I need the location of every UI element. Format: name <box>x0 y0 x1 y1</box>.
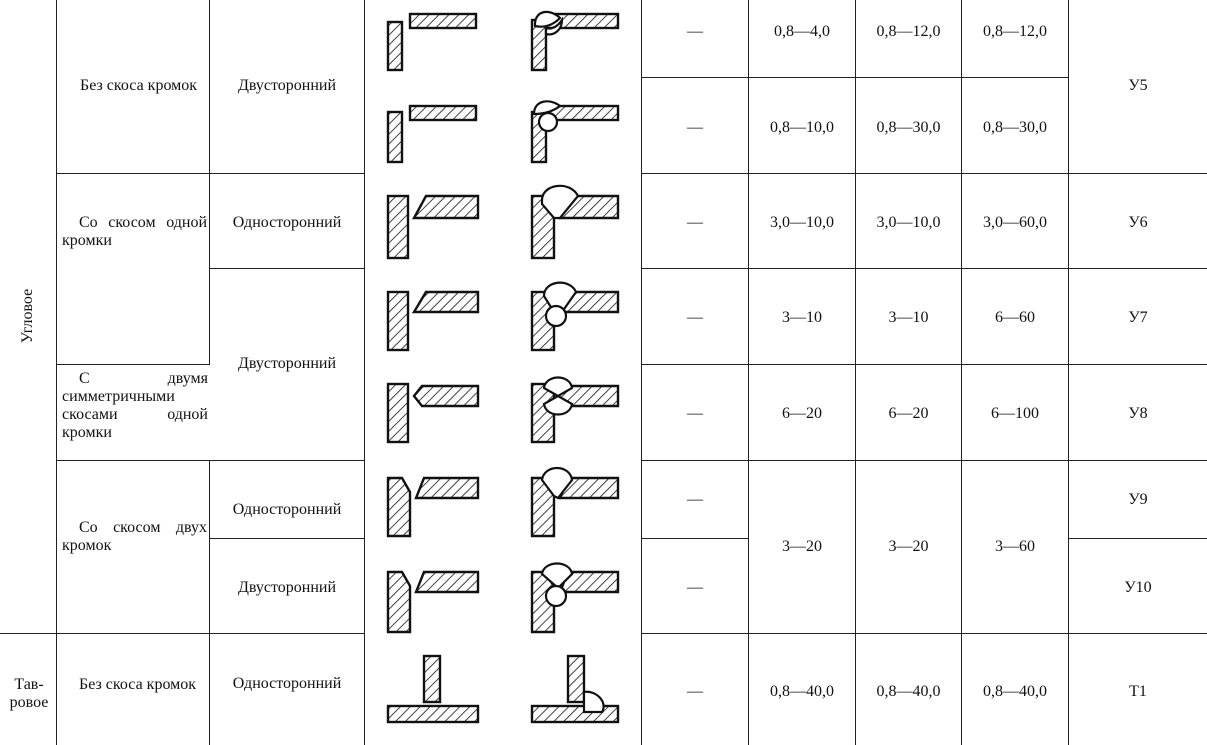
grid-line <box>209 268 364 269</box>
range-cell: 0,8—40,0 <box>770 683 834 700</box>
range-cell: 6—20 <box>782 405 822 422</box>
grid-line <box>641 538 748 539</box>
range-cell: 0,8—40,0 <box>876 683 941 700</box>
dash-cell: — <box>687 491 703 508</box>
grid-line <box>56 460 364 461</box>
joint-code: У6 <box>1128 214 1148 231</box>
range-cell: 3,0—10,0 <box>770 214 834 231</box>
range-cell: 0,8—12,0 <box>983 23 1047 40</box>
joint-code: У9 <box>1128 491 1148 508</box>
range-cell: 0,8—30,0 <box>876 119 941 136</box>
grid-line <box>209 538 364 539</box>
range-cell: 0,8—10,0 <box>770 119 834 136</box>
grid-line <box>0 633 364 634</box>
joint-code: У5 <box>1128 77 1148 94</box>
range-cell: 6—100 <box>991 405 1039 422</box>
dash-cell: — <box>687 214 703 231</box>
grid-line <box>641 364 1207 365</box>
joint-sketches <box>364 0 641 745</box>
weld-type-label: Двусторонний <box>237 77 337 94</box>
joint-code: У7 <box>1128 309 1148 326</box>
weld-type-label: Двусторонний <box>237 579 337 596</box>
dash-cell: — <box>687 683 703 700</box>
dash-cell: — <box>687 579 703 596</box>
sketch-row-1 <box>388 12 618 70</box>
sketch-row-6 <box>388 468 618 536</box>
range-cell: 3,0—60,0 <box>983 214 1047 231</box>
sketch-row-4 <box>388 283 618 350</box>
weld-type-label: Двусторонний <box>237 355 337 372</box>
grid-line <box>641 268 1207 269</box>
dash-cell: — <box>687 119 703 136</box>
weld-type-label: Односторонний <box>232 675 342 692</box>
grid-line <box>641 460 1207 461</box>
edge-prep-label: С двумя симметричными скосами одной кромки <box>62 370 208 441</box>
range-cell: 6—60 <box>995 309 1035 326</box>
grid-line <box>1068 538 1207 539</box>
range-cell: 3,0—10,0 <box>876 214 941 231</box>
edge-prep-label: Без скоса кромок <box>79 676 197 693</box>
sketch-row-5 <box>388 378 618 443</box>
edge-prep-label: Со скосом двух кромок <box>62 519 207 554</box>
sketch-row-2 <box>388 101 618 162</box>
range-cell: 3—60 <box>995 538 1035 555</box>
range-cell: 0,8—30,0 <box>983 119 1047 136</box>
range-cell: 3—20 <box>782 538 822 555</box>
dash-cell: — <box>687 309 703 326</box>
sketch-row-3 <box>388 186 618 258</box>
grid-line <box>641 173 1207 174</box>
joint-type-corner: Угловое <box>19 288 36 344</box>
range-cell: 0,8—4,0 <box>774 23 830 40</box>
range-cell: 0,8—12,0 <box>876 23 941 40</box>
grid-line <box>56 364 209 365</box>
weld-type-label: Односторонний <box>232 214 342 231</box>
joint-code: У8 <box>1128 405 1148 422</box>
grid-line <box>641 633 1207 634</box>
weld-type-label: Односторонний <box>232 501 342 518</box>
sketch-row-8 <box>388 656 618 722</box>
range-cell: 3—10 <box>782 309 822 326</box>
grid-line <box>641 77 1068 78</box>
edge-prep-label: Со скосом одной кромки <box>62 214 207 249</box>
joint-type-tee: Тав- ровое <box>9 676 49 711</box>
range-cell: 3—20 <box>888 538 929 555</box>
edge-prep-label: Без скоса кромок <box>80 77 198 94</box>
range-cell: 3—10 <box>888 309 929 326</box>
range-cell: 6—20 <box>888 405 929 422</box>
grid-line <box>209 0 210 365</box>
sketch-row-7 <box>388 564 618 633</box>
joint-code: Т1 <box>1129 683 1147 700</box>
dash-cell: — <box>687 23 703 40</box>
grid-line <box>56 173 364 174</box>
range-cell: 0,8—40,0 <box>983 683 1047 700</box>
dash-cell: — <box>687 405 703 422</box>
joint-code: У10 <box>1124 579 1152 596</box>
